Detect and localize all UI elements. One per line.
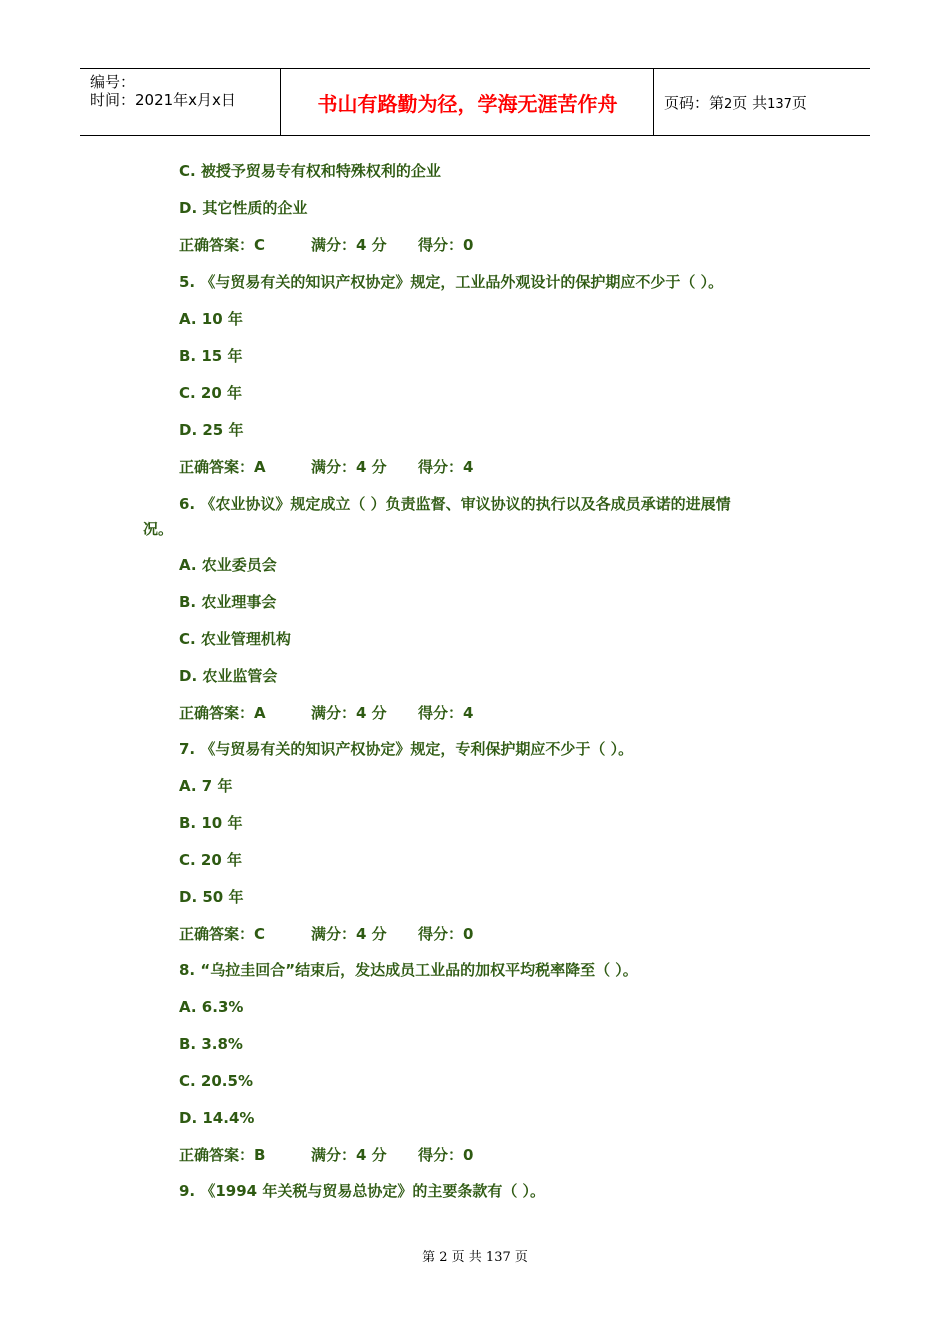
correct-answer: 正确答案：A [179,458,266,476]
option-line: C. 农业管理机构 [179,630,291,648]
score: 得分：4 [418,458,474,476]
option-line: B. 农业理事会 [179,593,277,611]
option-line: C. 被授予贸易专有权和特殊权利的企业 [179,162,441,180]
answer-line [179,1144,473,1166]
option-line: A. 10 年 [179,310,243,328]
score: 得分：0 [418,1146,474,1164]
option-line: A. 7 年 [179,777,233,795]
page-mid: 页 共 [732,94,768,112]
option-line: A. 6.3% [179,998,244,1016]
option-line: B. 15 年 [179,347,243,365]
code-label: 编号： [90,73,136,91]
page-total: 137 [767,97,792,112]
option-line: B. 10 年 [179,814,243,832]
correct-answer: 正确答案：C [179,236,266,254]
page-header [80,68,870,136]
score: 得分：0 [418,925,474,943]
correct-answer: 正确答案：C [179,925,266,943]
full-score: 满分：4 分 [311,458,387,476]
header-motto-cell [281,69,654,135]
option-line: D. 其它性质的企业 [179,199,308,217]
page-number: 2 [724,97,733,112]
page-footer: 第 2 页 共 137 页 [422,1250,528,1265]
option-line: D. 25 年 [179,421,244,439]
question-line: 6. 《农业协议》规定成立（ ）负责监督、审议协议的执行以及各成员承诺的进展情 [179,495,731,513]
option-line: C. 20 年 [179,384,243,402]
correct-answer: 正确答案：A [179,704,266,722]
question-line: 8. “乌拉圭回合”结束后，发达成员工业品的加权平均税率降至（ ）。 [179,961,638,979]
page-suffix: 页 [791,94,807,112]
answer-line [179,234,473,256]
score: 得分：0 [418,236,474,254]
score: 得分：4 [418,704,474,722]
answer-line [179,456,473,478]
header-info-cell [80,69,281,135]
option-line: D. 农业监管会 [179,667,278,685]
option-line: D. 50 年 [179,888,244,906]
option-line: C. 20 年 [179,851,243,869]
full-score: 满分：4 分 [311,704,387,722]
question-line: 9. 《1994 年关税与贸易总协定》的主要条款有（ ）。 [179,1182,546,1200]
option-line: C. 20.5% [179,1072,253,1090]
motto: 书山有路勤为径，学海无涯苦作舟 [317,92,618,116]
answer-line [179,923,473,945]
question-line: 5. 《与贸易有关的知识产权协定》规定，工业品外观设计的保护期应不少于（ ）。 [179,273,724,291]
time-label: 时间：2021年x月x日 [90,91,236,109]
option-line: A. 农业委员会 [179,556,277,574]
page-info [664,93,807,115]
option-line: D. 14.4% [179,1109,255,1127]
correct-answer: 正确答案：B [179,1146,266,1164]
option-line: B. 3.8% [179,1035,243,1053]
full-score: 满分：4 分 [311,925,387,943]
full-score: 满分：4 分 [311,236,387,254]
header-page-cell [654,69,870,135]
question-line: 7. 《与贸易有关的知识产权协定》规定，专利保护期应不少于（ ）。 [179,740,634,758]
question-line-cont: 况。 [143,520,174,538]
full-score: 满分：4 分 [311,1146,387,1164]
answer-line [179,702,473,724]
page-prefix: 页码：第 [664,94,725,112]
